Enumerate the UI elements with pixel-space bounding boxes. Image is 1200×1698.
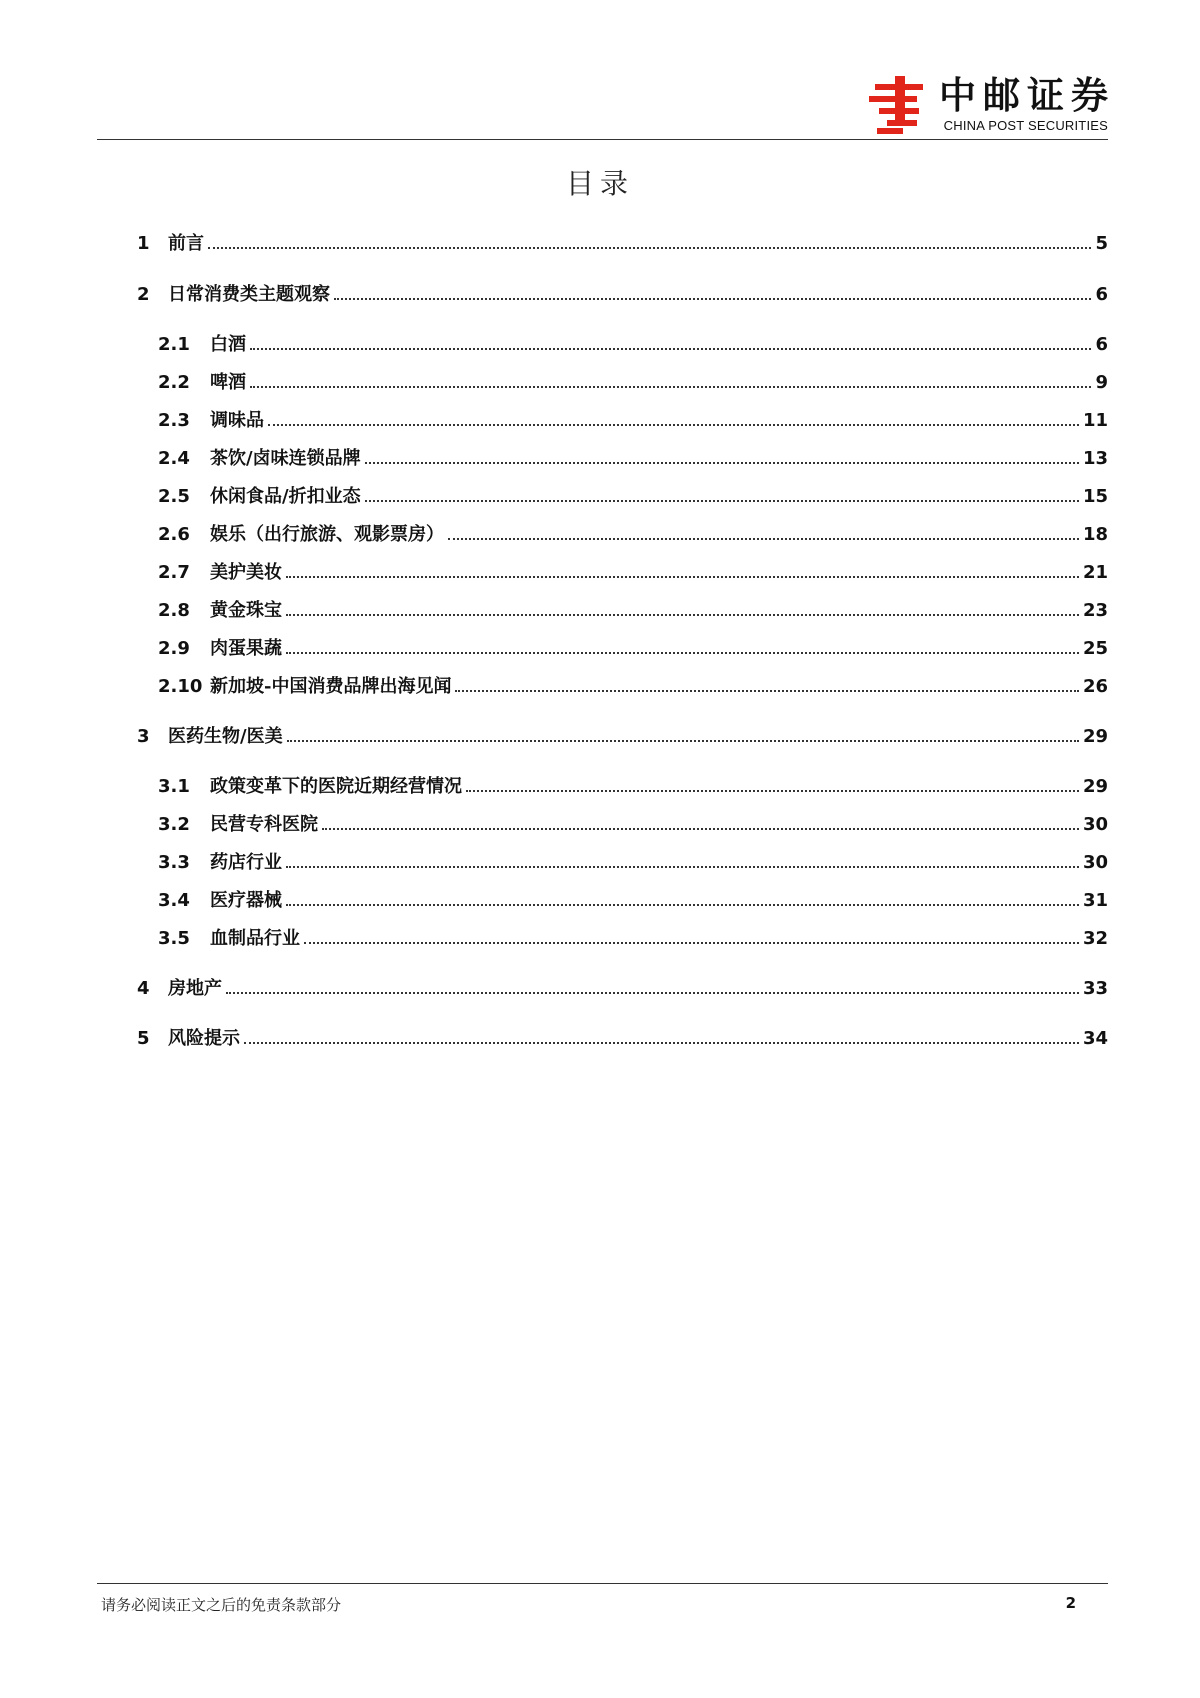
toc-leader-dots: [334, 298, 1091, 300]
toc-entry[interactable]: [137, 1028, 1108, 1050]
toc-entry-title: 血制品行业: [210, 928, 300, 949]
toc-entry-title: 民营专科医院: [210, 814, 318, 835]
toc-entry[interactable]: [137, 233, 1108, 255]
toc-entry-page: 6: [1095, 284, 1108, 305]
toc-entry[interactable]: [158, 814, 1108, 836]
header-divider: [97, 139, 1108, 140]
page-title: 目录: [565, 167, 634, 200]
toc-entry-number: 2.6: [158, 524, 190, 545]
toc-leader-dots: [455, 690, 1078, 692]
toc-entry-page: 9: [1095, 372, 1108, 393]
toc-leader-dots: [365, 462, 1079, 464]
toc-entry[interactable]: [158, 562, 1108, 584]
toc-entry[interactable]: [158, 638, 1108, 660]
toc-entry-number: 3: [137, 726, 150, 747]
toc-entry-number: 2.9: [158, 638, 190, 659]
brand-name-en: CHINA POST SECURITIES: [943, 117, 1108, 133]
toc-entry-number: 1: [137, 233, 150, 254]
toc-entry[interactable]: [137, 284, 1108, 306]
toc-entry-number: 2: [137, 284, 150, 305]
toc-entry-page: 11: [1082, 410, 1108, 431]
toc-entry[interactable]: [137, 726, 1108, 748]
toc-entry-page: 13: [1082, 448, 1108, 469]
toc-entry[interactable]: [158, 334, 1108, 356]
toc-entry-page: 21: [1082, 562, 1108, 583]
toc-leader-dots: [268, 424, 1079, 426]
toc-entry[interactable]: [158, 410, 1108, 432]
toc-entry-number: 4: [137, 978, 150, 999]
toc-entry-number: 2.1: [158, 334, 190, 355]
toc-entry-page: 30: [1082, 852, 1108, 873]
toc-entry-number: 3.3: [158, 852, 190, 873]
toc-leader-dots: [286, 614, 1079, 616]
toc-entry-title: 风险提示: [168, 1028, 240, 1049]
toc-entry-number: 2.2: [158, 372, 190, 393]
toc-entry-title: 医药生物/医美: [168, 726, 283, 747]
toc-entry-title: 娱乐（出行旅游、观影票房）: [210, 524, 444, 545]
brand-logo: [865, 72, 1115, 136]
toc-entry-page: 30: [1082, 814, 1108, 835]
toc-entry[interactable]: [158, 448, 1108, 470]
footer-page-number: 2: [1065, 1594, 1076, 1612]
toc-leader-dots: [208, 247, 1091, 249]
toc-entry-page: 18: [1082, 524, 1108, 545]
brand-name-cn: 中邮证券: [939, 73, 1115, 117]
china-post-logo-icon: [865, 72, 929, 136]
toc-entry[interactable]: [137, 978, 1108, 1000]
toc-entry-page: 31: [1082, 890, 1108, 911]
toc-entry-number: 2.3: [158, 410, 190, 431]
toc-entry-title: 日常消费类主题观察: [168, 284, 330, 305]
toc-entry-page: 32: [1082, 928, 1108, 949]
toc-leader-dots: [226, 992, 1079, 994]
toc-entry[interactable]: [158, 776, 1108, 798]
toc-leader-dots: [244, 1042, 1079, 1044]
toc-entry-page: 25: [1082, 638, 1108, 659]
toc-entry-page: 34: [1082, 1028, 1108, 1049]
toc-entry-number: 3.2: [158, 814, 190, 835]
toc-entry-page: 23: [1082, 600, 1108, 621]
toc-entry-title: 前言: [168, 233, 204, 254]
toc-entry-title: 医疗器械: [210, 890, 282, 911]
toc-entry-title: 白酒: [210, 334, 246, 355]
toc-entry-title: 美护美妆: [210, 562, 282, 583]
toc-leader-dots: [286, 576, 1079, 578]
toc-entry-title: 新加坡-中国消费品牌出海见闻: [210, 676, 452, 697]
toc-entry[interactable]: [158, 524, 1108, 546]
toc-entry[interactable]: [158, 852, 1108, 874]
toc-leader-dots: [466, 790, 1079, 792]
toc-entry-number: 3.5: [158, 928, 190, 949]
toc-entry-title: 啤酒: [210, 372, 246, 393]
toc-entry-number: 2.7: [158, 562, 190, 583]
footer-disclaimer: 请务必阅读正文之后的免责条款部分: [101, 1596, 342, 1614]
toc-leader-dots: [322, 828, 1079, 830]
toc-entry-number: 2.10: [158, 676, 203, 697]
toc-entry-title: 房地产: [168, 978, 222, 999]
toc-entry-number: 2.8: [158, 600, 190, 621]
toc-entry[interactable]: [158, 676, 1108, 698]
toc-entry-title: 政策变革下的医院近期经营情况: [210, 776, 462, 797]
toc-entry-number: 2.4: [158, 448, 190, 469]
toc-leader-dots: [286, 904, 1079, 906]
toc-leader-dots: [287, 740, 1079, 742]
toc-entry-number: 5: [137, 1028, 150, 1049]
toc-entry-page: 15: [1082, 486, 1108, 507]
footer-divider: [97, 1583, 1108, 1584]
toc-entry-number: 3.4: [158, 890, 190, 911]
toc-entry-page: 33: [1082, 978, 1108, 999]
toc-entry-title: 药店行业: [210, 852, 282, 873]
toc-leader-dots: [250, 348, 1091, 350]
toc-entry-title: 休闲食品/折扣业态: [210, 486, 361, 507]
toc-entry-title: 肉蛋果蔬: [210, 638, 282, 659]
toc-entry-title: 调味品: [210, 410, 264, 431]
toc-entry[interactable]: [158, 486, 1108, 508]
toc-leader-dots: [448, 538, 1079, 540]
toc-entry-page: 29: [1082, 726, 1108, 747]
toc-leader-dots: [286, 652, 1079, 654]
toc-entry-number: 3.1: [158, 776, 190, 797]
toc-entry-title: 黄金珠宝: [210, 600, 282, 621]
toc-entry[interactable]: [158, 372, 1108, 394]
toc-leader-dots: [365, 500, 1079, 502]
toc-entry-page: 5: [1095, 233, 1108, 254]
toc-entry-number: 2.5: [158, 486, 190, 507]
toc-entry[interactable]: [158, 600, 1108, 622]
toc-leader-dots: [286, 866, 1079, 868]
toc-entry-page: 29: [1082, 776, 1108, 797]
toc-leader-dots: [304, 942, 1079, 944]
toc-entry-title: 茶饮/卤味连锁品牌: [210, 448, 361, 469]
toc-entry[interactable]: [158, 928, 1108, 950]
toc-entry[interactable]: [158, 890, 1108, 912]
toc-leader-dots: [250, 386, 1091, 388]
toc-entry-page: 6: [1095, 334, 1108, 355]
toc-entry-page: 26: [1082, 676, 1108, 697]
